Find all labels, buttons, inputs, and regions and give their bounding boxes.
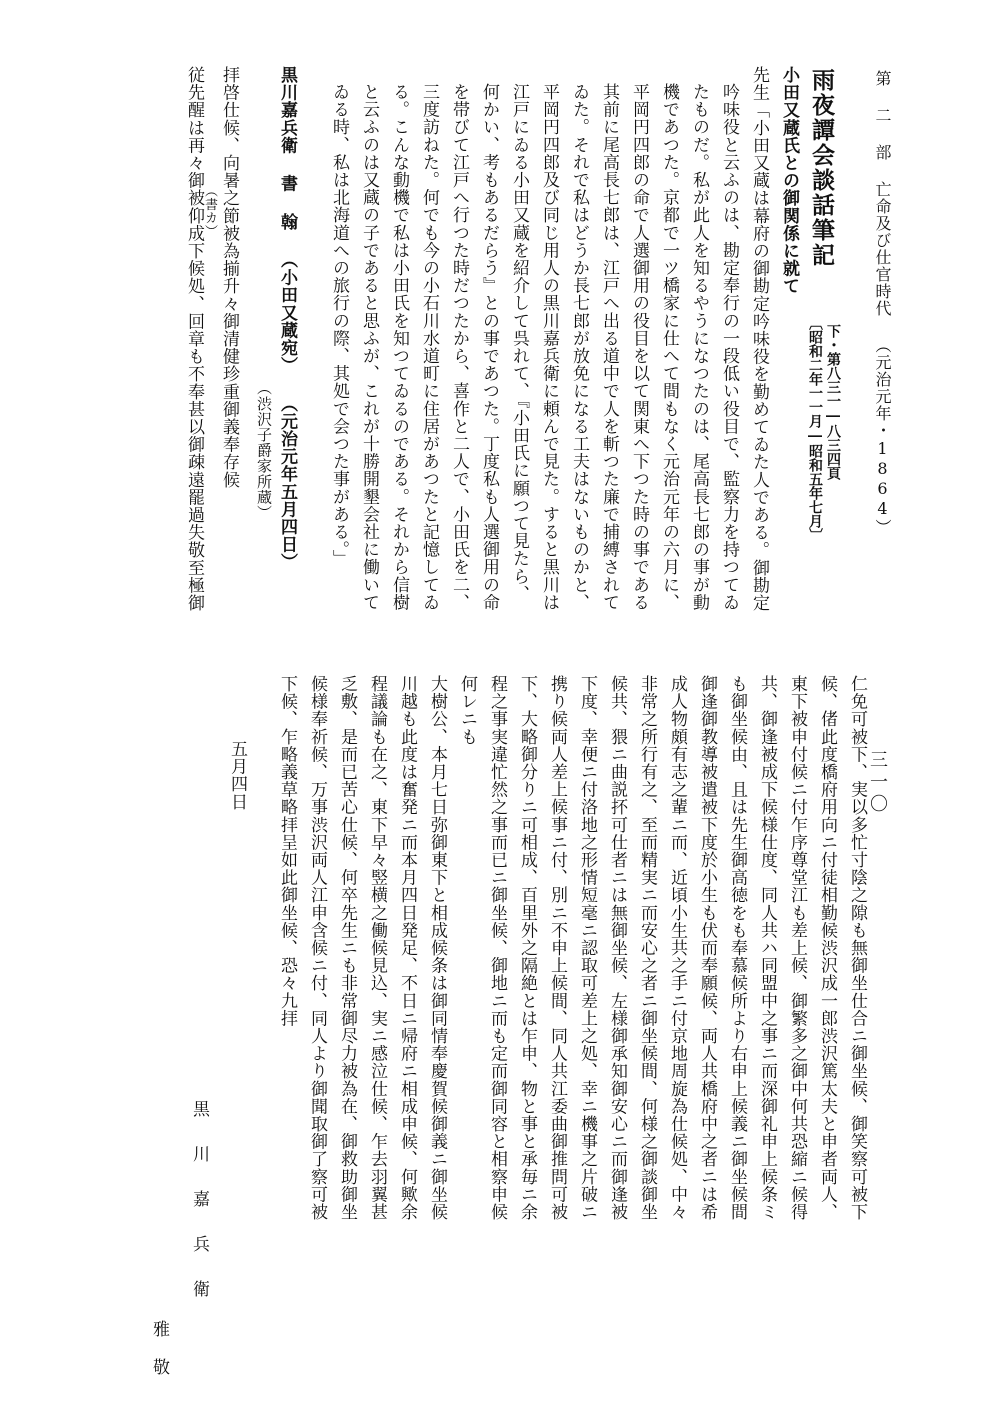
text-column: 平岡円四郎及び同じ用人の黒川嘉兵衛に頼んで見た。すると黒川は: [539, 83, 559, 611]
text-column: を帯びて江戸へ行つた時だつたから、喜作と二人で、小田氏を二、: [449, 83, 469, 611]
text-column: 平岡円四郎の命で人選御用の役目を以て関東へ下つた時の事である: [629, 83, 649, 611]
subsection-title: 小田又蔵氏との御関係に就て: [779, 66, 799, 295]
letter-addressee: 雅 敬: [149, 1320, 169, 1376]
text-column: と云ふのは又蔵の子であると思ふが、これが十勝開墾会社に働いて: [359, 83, 379, 611]
source-date-range: 〔昭和二年一一月―昭和五年七月〕: [807, 316, 823, 542]
letter-line: 御逢御教導被遣被下度於小生も伏而奉願候、両人共橋府中之者ニは希: [697, 675, 717, 1221]
letter-line: も御坐候由、且は先生御高徳をも奉慕候所より右申上候義ニ御坐候間: [727, 675, 747, 1221]
letter-line: 成人物頗有志之輩ニ而、近頃小生共之手ニ付京地周旋為仕候処、中々: [667, 675, 687, 1221]
letter-collection: （渋沢子爵家所蔵）: [255, 380, 273, 521]
letter-line: 下候、乍略義草略拝呈如此御坐候、恐々九拝: [277, 675, 297, 1027]
letter-line: 下、大略御分りニ可相成、百里外之隔絶とは乍申、物と事と承毎ニ余: [517, 675, 537, 1221]
section-title: 雨夜譚会談話筆記: [808, 68, 835, 268]
letter-line: 東下被申付候ニ付乍序尊堂江も差上候、御繁多之御中何共恐縮ニ候得: [787, 675, 807, 1221]
text-column: 江戸にゐる小田又蔵を紹介して呉れて、『小田氏に願つて見たら、: [509, 83, 529, 603]
letter-line: 程議論も在之、東下早々竪横之働候見込、実ニ感泣仕候、乍去羽翼甚: [367, 675, 387, 1221]
letter-line: 何レニも: [457, 675, 477, 746]
letter-line: 従先醒は再々御被仰成下候処、回章も不奉甚以御疎遠罷過失敬至極御: [184, 66, 204, 612]
letter-line: 乏敷、是而已苦心仕候、何卒先生ニも非常御尽力被為在、御救助御坐: [337, 675, 357, 1221]
letter-line: 拝啓仕候、向暑之節被為揃升々御清健珍重御義奉存候: [219, 66, 239, 489]
letter-line: 候共、猥ニ曲説抔可仕者ニは無御坐候、左様御承知御安心ニ而御逢被: [607, 675, 627, 1221]
text-column: 三度訪ねた。何でも今の小石川水道町に住居があつたと記憶してゐ: [419, 83, 439, 611]
letter-line: 候様奉祈候、万事渋沢両人江申含候ニ付、同人より御聞取御了察可被: [307, 675, 327, 1221]
letter-date: 五月四日: [227, 740, 247, 811]
page-number: 三一〇: [867, 750, 888, 816]
letter-line: 川越も此度は奮発ニ而本月四日発足、不日ニ帰府ニ相成申候、何歟余: [397, 675, 417, 1221]
text-column: ゐた。それで私はどうか長七郎が放免になる工夫はないものかと、: [569, 83, 589, 611]
running-head: 第 二 部 亡命及び仕官時代 （元治元年・1864）: [873, 70, 892, 536]
letter-line: 仁免可被下、実以多忙寸陰之隙も無御坐仕合ニ御坐候、御笑察可被下: [847, 675, 867, 1221]
text-column: 吟味役と云ふのは、勘定奉行の一段低い役目で、監察力を持つてゐ: [719, 83, 739, 611]
text-column: ゐる時、私は北海道への旅行の際、其処で会つた事がある。」: [329, 83, 349, 568]
letter-heading: 黒川嘉兵衛 書 翰 （小田又蔵宛） （元治元年五月四日）: [277, 66, 297, 571]
text-column: 何かい、考もあるだらう』との事であつた。丁度私も人選御用の命: [479, 83, 499, 611]
letter-line: 共、御逢被成下候様仕度、同人共ハ同盟中之事ニ而深御礼申上候条ミ: [757, 675, 777, 1221]
source-reference: 下・第八三一―八三四頁: [825, 324, 841, 480]
text-column: 機であつた。京都で一ツ橋家に仕へて間もなく元治元年の六月に、: [659, 83, 679, 611]
editorial-note: （書カ）: [202, 184, 217, 239]
letter-line: 下度、幸便ニ付洛地之形情短毫ニ認取可差上之処、幸ニ機事之片破ニ: [577, 675, 597, 1221]
text-column: たものだ。私が此人を知るやうになつたのは、尾高長七郎の事が動: [689, 83, 709, 611]
letter-signature: 黒 川 嘉 兵 衛: [189, 1100, 209, 1301]
letter-line: 大樹公、本月七日弥御東下と相成候条は御同情奉慶賀候御義ニ御坐候: [427, 675, 447, 1221]
text-column: 其前に尾高長七郎は、江戸へ出る道中で人を斬つた廉で捕縛されて: [599, 83, 619, 611]
text-column: 先生「小田又蔵は幕府の御勘定吟味役を勤めてゐた人である。御勘定: [749, 66, 769, 612]
letter-line: 程之事実違忙然之事而已ニ御坐候、御地ニ而も定而御同容と相察申候: [487, 675, 507, 1221]
letter-line: 候、偖此度橋府用向ニ付徒相勤候渋沢成一郎渋沢篤太夫と申者両人、: [817, 675, 837, 1221]
letter-line: 携り候両人差上候事ニ付、別ニ不申上候間、同人共江委曲御推問可被: [547, 675, 567, 1221]
text-column: る。こんな動機で私は小田氏を知つてゐるのである。それから信樹: [389, 83, 409, 611]
letter-line: 非常之所行有之、至而精実ニ而安心之者ニ御坐候間、何様之御談御坐: [637, 675, 657, 1221]
